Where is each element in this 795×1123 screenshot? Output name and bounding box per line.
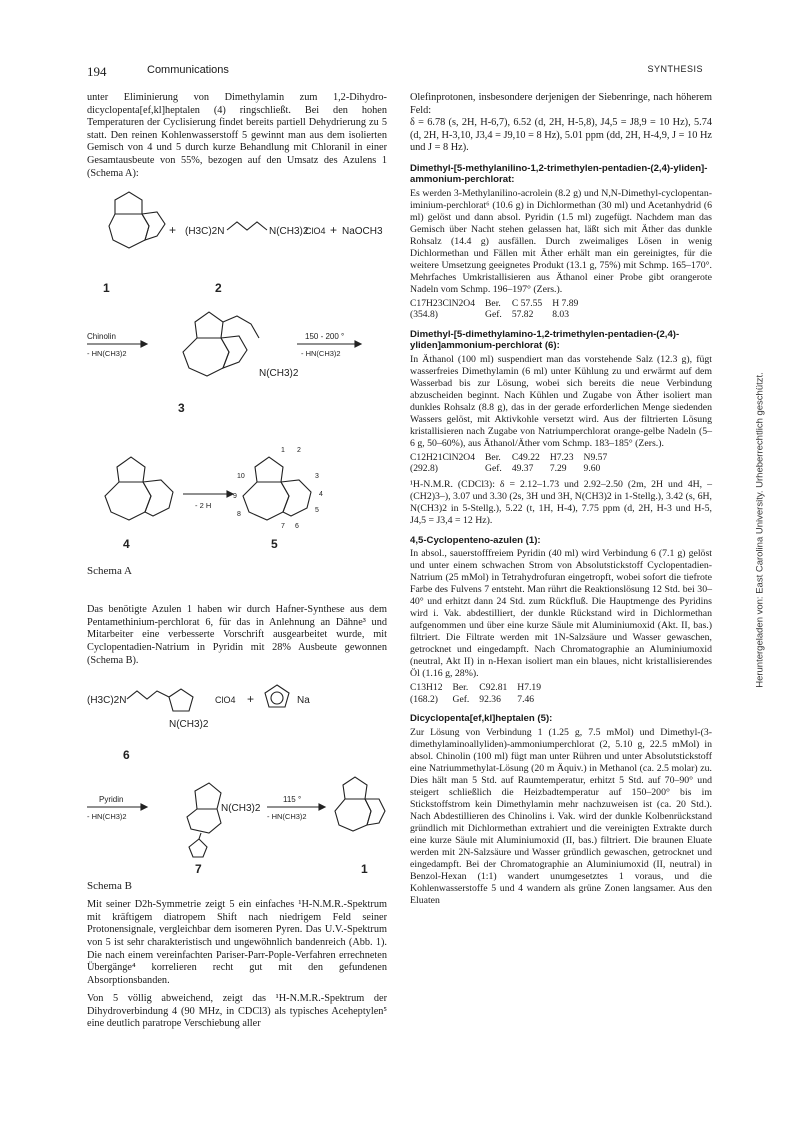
numbering-7: 7 — [281, 523, 285, 531]
section-text-azulen-1: In absol., sauerstofffreiem Pyridin (40 ml) wird Verbindung 6 (7.1 g) gelöst und unter einem schwachen Strom von Absolutstickstoff Cyclopentadien-Natrium (25 mMol) in Tetrahydrofuran eingetropft, wobei sofort die tiefrote Farbe des Fulvens 7 entsteht. Man rührt die Reaktionslösung 12 Std. bei 30–40° und erhitzt dann 24 Std. zum Rückfluß. Die Hauptmenge des Pyridins wird i. Vak. abdestilliert, der dunkle Rückstand wird in Dichlormethan aufgenommen und über eine kurze Säule mit Aluminiumoxid (Akt. II, bas.) filtriert. Die Filtrate werden mit 1N-Salzsäure und Wasser gewaschen, getrocknet und eingedampft. Nach Chromatographie an Aluminiumoxid (neutral, Akt II) in n-Hexan isoliert man ein blaues, nicht kristallisierendes Öl (1.16 g, 28%). — [410, 548, 712, 680]
ber-label: Ber. — [485, 451, 501, 463]
paragraph-dihydro: Von 5 völlig abweichend, zeigt das ¹H-N.M.R.-Spektrum der Dihydroverbindung 4 (90 MHz, in CDCl3) als typisches Aceheptylen⁵ eine deutlich paratrope Verschiebung aller — [87, 993, 387, 1030]
section-title-perchlorat-6: Dimethyl-[5-dimethylamino-1,2-trimethylen-pentadien-(2,4)-yliden]ammonium-perchlorat (6): — [410, 328, 680, 352]
scheme-b-title: Schema B — [87, 880, 132, 892]
intro-paragraph: unter Eliminierung von Dimethylamin zum 1,2-Dihydro-dicyclopenta[ef,kl]heptalen (4) ringschließt. Bei den hohen Temperaturen der Cyclisierung findet bereits partiell Dehydrierung zu 5 statt. Den reinen Kohlenwasserstoff 5 gewinnt man aus dem isolierten Gemisch von 4 und 5 durch kurze Behandlung mit Chloranil in einer Gesamtausbeute von 55%, bezogen auf den Umsatz des Azulens 1 (Schema A): — [87, 92, 387, 179]
analysis-table-2 — [410, 452, 617, 475]
scheme-b-plus: + — [247, 692, 255, 707]
section-title-ammonium: Dimethyl-[5-methylanilino-1,2-trimethylen-pentadien-(2,4)-yliden]-ammonium-perchlorat: — [410, 162, 708, 186]
molecular-weight: (292.8) — [410, 463, 438, 475]
analysis-table-3 — [410, 682, 551, 705]
analysis-table-1 — [410, 298, 588, 321]
cyclopentadienide-structure — [265, 685, 289, 707]
scheme-b-arrow2-condition: 115 ° — [283, 795, 302, 805]
label-compound-5: 5 — [271, 537, 278, 552]
download-watermark — [753, 355, 767, 705]
ber-label: Ber. — [452, 682, 469, 694]
ber-value: N9.57 — [583, 451, 608, 463]
numbering-1: 1 — [281, 447, 285, 455]
ber-label: Ber. — [485, 297, 501, 309]
label-compound-6: 6 — [123, 748, 130, 763]
label-compound-1b: 1 — [361, 862, 368, 877]
arrow3-byproduct: - 2 H — [195, 501, 212, 511]
label-compound-2: 2 — [215, 281, 222, 296]
gef-value: 7.46 — [517, 693, 535, 705]
left-column — [87, 92, 387, 1031]
gef-label: Gef. — [485, 463, 502, 475]
paragraph-olefin: Olefinprotonen, insbesondere derjenigen der Siebenringe, nach höherem Feld: — [410, 92, 712, 116]
azulene-1-structure — [109, 192, 165, 248]
label-compound-1: 1 — [103, 281, 110, 296]
label-compound-3: 3 — [178, 401, 185, 416]
scheme-a-title: Schema A — [87, 565, 132, 578]
numbering-9: 9 — [233, 493, 237, 501]
label-compound-7: 7 — [195, 862, 202, 877]
section-title-azulen-1: 4,5-Cyclopenteno-azulen (1): — [410, 534, 541, 546]
gef-value: 9.60 — [583, 463, 601, 475]
reagent-tail: N(CH3)2 — [269, 226, 309, 238]
numbering-4: 4 — [319, 491, 323, 499]
molecular-weight: (168.2) — [410, 693, 438, 705]
paragraph-symmetry: Mit seiner D2h-Symmetrie zeigt 5 ein einfaches ¹H-N.M.R.-Spektrum mit kräftigem diatropem Shift nach niedrigem Feld seiner Protonensignale, vergleichbar dem isomeren Pyren. Das U.V.-Spektrum von 5 ist sehr charakteristisch und ungewöhnlich bandenreich (Abb. 1). Die nach einem vereinfachten Pariser-Parr-Pople-Verfahren errechneten Übergänge⁴ korrelieren recht gut mit den gefundenen Absorptionsbanden. — [87, 899, 387, 986]
compound-7-structure — [187, 783, 221, 857]
paragraph-hafner: Das benötigte Azulen 1 haben wir durch Hafner-Synthese aus dem Pentamethinium-perchlorat 6, für das in Anlehnung an Dähne³ und Mitarbeiter eine verbesserte Vorschrift ausgearbeitet wurde, mit Cyclopentadien-Natrium in Pyridin mit 28% Ausbeute gewonnen (Schema B). — [87, 604, 387, 666]
right-column — [410, 92, 712, 907]
numbering-5: 5 — [315, 507, 319, 515]
azulene-1-product — [335, 777, 385, 831]
gef-value: 8.03 — [552, 309, 569, 321]
gef-value: 57.82 — [511, 309, 534, 321]
section-title-heptalen-5: Dicyclopenta[ef,kl]heptalen (5): — [410, 713, 553, 725]
ber-value: C92.81 — [479, 682, 508, 694]
compound-5-structure — [243, 457, 311, 520]
arrow2-condition: 150 - 200 ° — [305, 332, 345, 342]
ber-value: C 57.55 — [511, 297, 543, 309]
compound-4-structure — [105, 457, 173, 520]
gef-label: Gef. — [485, 309, 502, 321]
plus-sign: + — [169, 223, 177, 238]
ber-value: H7.19 — [517, 682, 542, 694]
plus-sign-2: + — [330, 223, 338, 238]
scheme-b-arrow2-byproduct: - HN(CH3)2 — [267, 812, 307, 822]
gef-value: 7.29 — [549, 463, 567, 475]
journal-name: SYNTHESIS — [647, 64, 703, 74]
reagent-base: NaOCH3 — [342, 226, 383, 238]
scheme-b-arrow1-reagent: Pyridin — [99, 795, 124, 805]
page-number: 194 — [87, 64, 107, 79]
section-text-ammonium: Es werden 3-Methylanilino-acrolein (8.2 g) und N,N-Dimethyl-cyclopentan-iminium-perchlorat⁶ (10.6 g) in Dichlormethan (30 ml) und Acetanhydrid (6 ml) gelöst und dann absol. Pyridin (1.5 ml) zugefügt. Nachdem man das Gemisch über Nacht stehen gelassen hat, läßt sich mit Äther das dunkle Rohsalz (14.4 g) ausfällen. Durch zweimaliges Lösen in wenig Dichlormethan und Fällen mit Äther erhält man ein gereinigtes, für die weitere Umsetzung geeignetes Produkt (13.1 g, 75%) mit Schmp. 165–170°. Mehrfaches Umkristallisieren aus Äthanol einer Probe gibt orangerote Nadeln vom Schmp. 196–197° (Zers.). — [410, 187, 712, 295]
numbering-6: 6 — [295, 523, 299, 531]
nmr-data: δ = 6.78 (s, 2H, H-6,7), 6.52 (d, 2H, H-5,8), J4,5 = J8,9 = 10 Hz), 5.74 (d, 2H, H-3,10, J3,4 = J9,10 = 8 Hz), 5.01 ppm (dd, 2H, H-4,9, J = 10 Hz und J = 8 Hz). — [410, 117, 712, 154]
ber-value: C49.22 — [511, 451, 540, 463]
gef-label: Gef. — [452, 693, 470, 705]
reagent-amine: (H3C)2N — [185, 226, 225, 238]
gef-value: 92.36 — [479, 693, 501, 705]
label-compound-4: 4 — [123, 537, 130, 552]
numbering-10: 10 — [237, 473, 245, 481]
nmr-data-6: ¹H-N.M.R. (CDCl3): δ = 2.12–1.73 und 2.92–2.50 (2m, 2H und 4H, –(CH2)3–), 3.07 und 3.30 (2s, 3H und 3H, N(CH3)2 in 1-Stellg.), 3.42 (s, 6H, N(CH3)2 in 5-Stellg.), 5.22 (t, 1H, H-4), 7.75 ppm (d, 2H, H-3 und H-5, J4,5 = J3,4 = 12 Hz). — [410, 478, 712, 526]
arrow1-byproduct: - HN(CH3)2 — [87, 349, 127, 359]
reagent-salt: ClO4 — [305, 226, 326, 237]
numbering-3: 3 — [315, 473, 319, 481]
gef-value: 49.37 — [511, 463, 534, 475]
compound-6-ring — [169, 689, 193, 711]
scheme-b-amine: (H3C)2N — [87, 695, 127, 707]
numbering-8: 8 — [237, 511, 241, 519]
download-watermark-text: Heruntergeladen von: East Carolina University. Urheberrechtlich geschützt. — [754, 372, 766, 688]
ber-value: H7.23 — [549, 451, 574, 463]
scheme-b-arrow1-byproduct: - HN(CH3)2 — [87, 812, 127, 822]
compound-7-substituent: N(CH3)2 — [221, 803, 261, 815]
substituent-dimethylamino: N(CH3)2 — [259, 368, 299, 380]
scheme-a — [87, 182, 387, 602]
formula: C13H12 — [410, 682, 443, 694]
scheme-b-sodium: Na — [297, 695, 310, 707]
section-title: Communications — [147, 64, 229, 76]
section-text-heptalen-5: Zur Lösung von Verbindung 1 (1.25 g, 7.5 mMol) und Dimethyl-(3-dimethylaminoallyliden)-ammoniumperchlorat (2, 5.10 g, 22.5 mMol) in absol. Chinolin (100 ml) fügt man unter Rühren und unter Absolutstickstoff eine Natriummethylat-Lösung (20 m Äquiv.) in Methanol (ca. 2.5 molar) zu. Dies hält man 5 Std. auf Raumtemperatur, erhitzt 5 Std. auf 70–90° und steigert schließlich die Heizbadtemperatur auf 150–200° bis im Stickstoffstrom kein Dimethylamin mehr nachzuweisen ist (ca. 20 Std.). Nach Abdestillieren des Chinolins i. Vak. wird der dunkle Kolbenrückstand gründlich mit Dichlormethan extrahiert und die vereinigten Extrakte durch eine kurze Säule mit Aluminiumoxid (II, bas.) filtriert. Die braunen Eluate werden mit 2N-Salzsäure und Wasser gründlich gewaschen, getrocknet und eingedampft. Bei der Chromatographie an Aluminiumoxid (II, neutral) in Benzol-Hexan (1:1) wandert unumgesetztes 1 voraus, und die Kohlenwasserstoffe 5 und 4 wandern als grüne Zonen langsamer. Aus den Eluaten — [410, 726, 712, 906]
arrow1-reagent: Chinolin — [87, 332, 116, 342]
scheme-b-salt: ClO4 — [215, 695, 236, 706]
ber-value: H 7.89 — [552, 297, 579, 309]
compound-3-structure — [183, 312, 259, 376]
arrow2-byproduct: - HN(CH3)2 — [301, 349, 341, 359]
scheme-b-iminium: N(CH3)2 — [169, 719, 209, 731]
section-text-perchlorat-6: In Äthanol (100 ml) suspendiert man das vorstehende Salz (12.3 g), fügt wasserfreies Dimethylamin (6 ml) unter Kühlung zu und erwärmt auf dem Wasserbad bis zur Lösung, wobei sich bereits die neue Verbindung abzuscheiden beginnt. Nach Kühlen und Zugabe von Äther isoliert man dunkles Rohsalz (8.8 g), das in der gerade erforderlichen Menge siedenden Wassers gelöst, mit Aktivkohle versetzt wird. Aus der filtrierten Lösung kristallisieren nach Zugabe von Natriumperchlorat orange-gelbe Nadeln (5–6 g, 50–60%), aus Äthanol/Äther vom Schmp. 183–185° (Zers.). — [410, 353, 712, 449]
formula: C17H23ClN2O4 — [410, 297, 476, 309]
numbering-2: 2 — [297, 447, 301, 455]
formula: C12H21ClN2O4 — [410, 451, 476, 463]
molecular-weight: (354.8) — [410, 309, 438, 321]
scheme-b — [87, 669, 387, 891]
